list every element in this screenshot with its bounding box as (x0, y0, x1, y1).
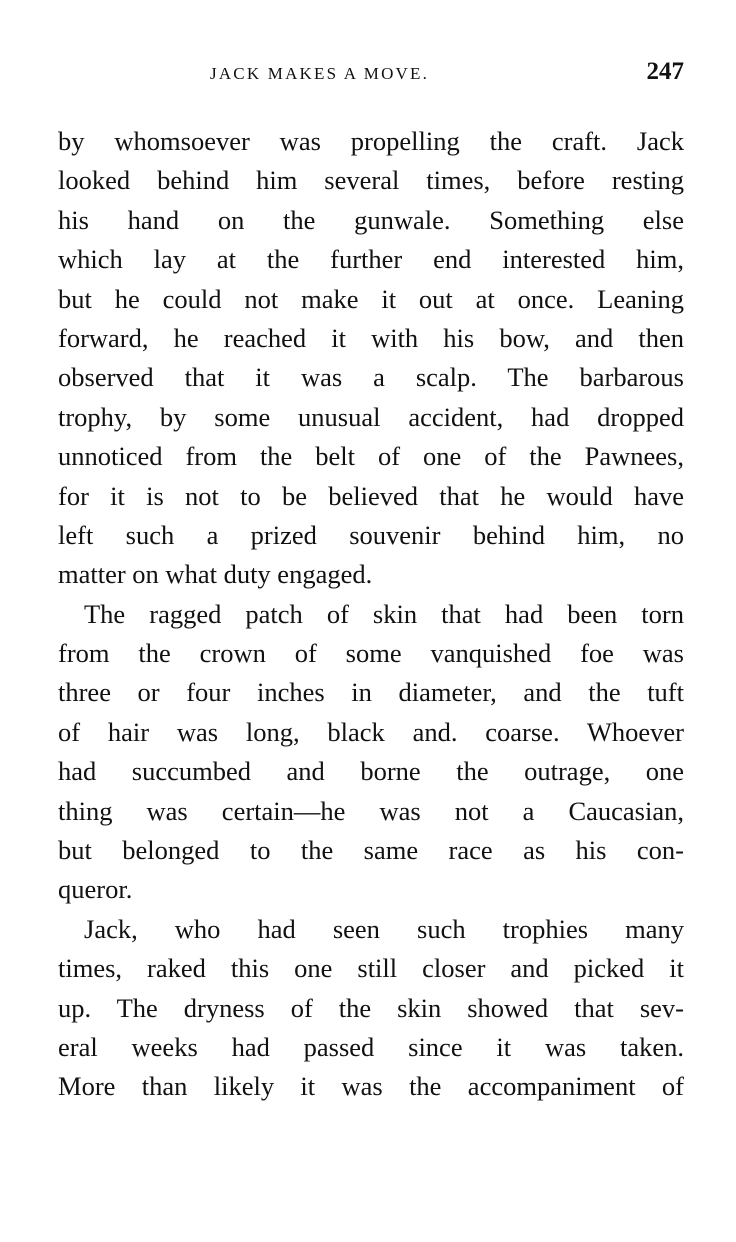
text-line: times, raked this one still closer and picked it (58, 953, 684, 984)
text-line: but he could not make it out at once. Leaning (58, 283, 684, 314)
text-line: up. The dryness of the skin showed that sev- (58, 992, 684, 1023)
text-line: left such a prized souvenir behind him, no (58, 519, 684, 550)
text-line: but belonged to the same race as his con- (58, 835, 684, 866)
text-line: trophy, by some unusual accident, had dropped (58, 401, 684, 432)
paragraph-3 (58, 910, 684, 1107)
text-line: The ragged patch of skin that had been torn (84, 598, 684, 629)
text-line: matter on what duty engaged. (58, 559, 373, 590)
running-head-title: JACK MAKES A MOVE. (210, 64, 430, 83)
text-line: by whomsoever was propelling the craft. Jack (58, 126, 684, 156)
text-line: had succumbed and borne the outrage, one (58, 756, 684, 787)
paragraph-1 (58, 122, 684, 595)
text-line: observed that it was a scalp. The barbarous (58, 362, 684, 393)
text-line: eral weeks had passed since it was taken. (58, 1031, 684, 1062)
text-line: unnoticed from the belt of one of the Pawnees, (58, 441, 684, 472)
text-line: looked behind him several times, before resting (58, 165, 684, 196)
text-line: thing was certain—he was not a Caucasian, (58, 795, 684, 826)
text-line: three or four inches in diameter, and the tuft (58, 677, 684, 708)
text-line: for it is not to be believed that he would have (58, 480, 684, 511)
text-line: forward, he reached it with his bow, and then (58, 322, 684, 353)
text-line: his hand on the gunwale. Something else (58, 204, 684, 235)
page-number: 247 (646, 58, 684, 85)
text-line: of hair was long, black and. coarse. Whoever (58, 716, 684, 747)
body-text (58, 122, 684, 1107)
text-line: More than likely it was the accompaniment of (58, 1071, 684, 1102)
text-line: Jack, who had seen such trophies many (84, 913, 684, 944)
text-line: which lay at the further end interested him, (58, 244, 684, 275)
text-line: from the crown of some vanquished foe was (58, 638, 684, 669)
running-head (58, 58, 684, 92)
text-line: queror. (58, 874, 133, 905)
paragraph-2 (58, 595, 684, 910)
